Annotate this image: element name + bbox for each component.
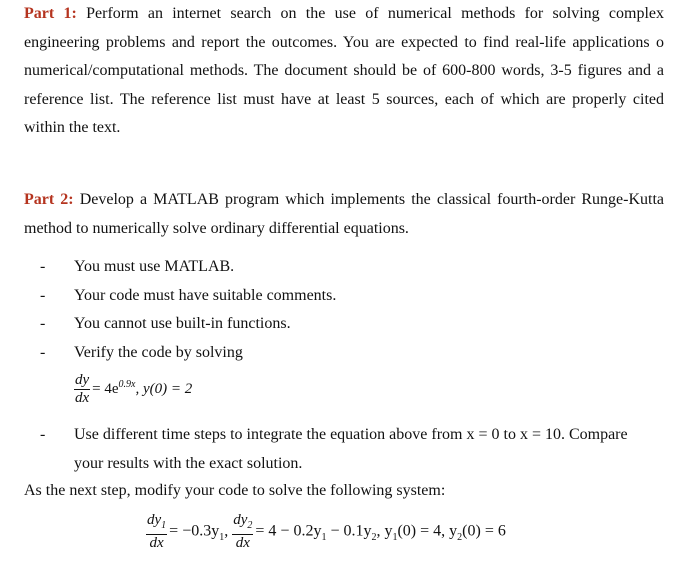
list-item — [40, 310, 660, 339]
equation-rhs-2: = 4 − 0.2y — [255, 522, 322, 540]
part1-text: Perform an internet search on the use of numerical methods for solving complex engineering problems and report the outcomes. You are expected to find real-life applications o numerical/computational methods. The document should be of 600-800 words, 3-5 figures and a reference list. The reference list must have at least 5 sources, each of which are properly cited within the text. — [24, 5, 665, 137]
part2-paragraph — [24, 186, 664, 243]
equation-system: $\frac{dy_1}{dx}$ = $-0.3y_1$, $\frac{dy_2}{dx}$ = $4 - 0.2y_1 - 0.1y_2$, $y_1(0) = 4$, $y_2(0) = 6$ — [147, 512, 506, 551]
fraction-numerator: dy — [75, 372, 90, 388]
list-item-text: You cannot use built-in functions. — [74, 315, 291, 333]
fraction-numerator: dy — [147, 512, 162, 528]
list-item — [40, 421, 660, 478]
fraction-numerator: dy — [233, 512, 248, 528]
list-item — [40, 253, 660, 282]
next-step-text: As the next step, modify your code to solve the following system: — [24, 482, 446, 499]
list-item — [40, 282, 660, 311]
derivative-fraction-1: $\frac{dy_1}{dx}$ — [147, 512, 167, 551]
initial-condition-2: y — [445, 522, 458, 540]
fraction-denominator: dx — [235, 535, 250, 551]
initial-condition: , y(0) = 2 — [135, 380, 193, 397]
part2-text: Develop a MATLAB program which implements the classical fourth-order Runge-Kutta method to numerically solve ordinary differential equations. — [24, 191, 665, 237]
part1-paragraph — [24, 0, 664, 143]
exponent: 0.9x — [118, 378, 136, 390]
dash-bullet: - — [40, 258, 46, 275]
fraction-denominator: dx — [149, 535, 164, 551]
list-item-text: You must use MATLAB. — [74, 258, 235, 275]
dash-bullet: - — [40, 343, 46, 361]
requirements-list — [40, 253, 660, 367]
equation-ode-1 — [74, 372, 192, 407]
derivative-fraction — [74, 372, 90, 407]
list-item-text: Use different time steps to integrate the equation above from x = 0 to x = 10. Compare your results with the exact solution. — [74, 426, 628, 472]
part2-label: Part 2: — [24, 191, 74, 208]
dash-bullet: - — [40, 315, 46, 333]
initial-condition-1: , y — [376, 522, 393, 540]
list-item-text: Your code must have suitable comments. — [74, 286, 337, 304]
fraction-denominator: dx — [75, 390, 90, 406]
dash-bullet: - — [40, 426, 46, 443]
derivative-fraction-2: $\frac{dy_2}{dx}$ — [233, 512, 253, 551]
part1-label: Part 1: — [24, 5, 77, 22]
list-item-text: Verify the code by solving — [74, 343, 243, 361]
equation-rhs-1: = −0.3y — [169, 522, 220, 540]
equation-rhs: = 4e — [92, 380, 119, 397]
dash-bullet: - — [40, 286, 46, 304]
list-item — [40, 339, 660, 368]
